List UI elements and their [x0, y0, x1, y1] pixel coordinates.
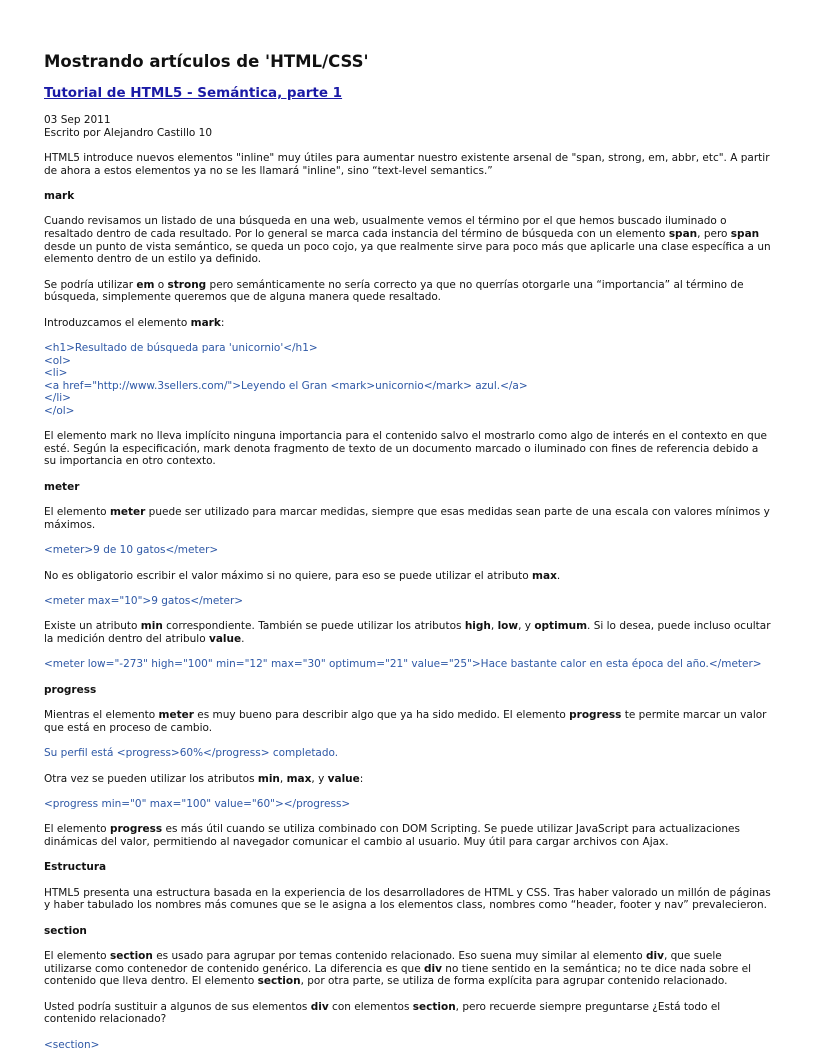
section-heading: meter [44, 480, 80, 493]
code-line: <meter>9 de 10 gatos</meter> [44, 544, 219, 557]
paragraph: Se podría utilizar em o strong pero semánticamente no sería correcto ya que no querrías otorgarle una “importancia” al término de búsqueda, simplemente queremos que de alguna manera quede resaltado. [44, 278, 744, 304]
paragraph: Introduzcamos el elemento mark: [44, 316, 225, 329]
code-snippet [44, 1039, 772, 1052]
code-line: </li> [44, 392, 71, 405]
code-snippet [44, 658, 772, 671]
paragraph: Existe un atributo min correspondiente. También se puede utilizar los atributos high, low, y optimum. Si lo desea, puede incluso ocultar la medición dentro del atribulo value. [44, 620, 771, 645]
code-line: <progress min="0" max="100" value="60"></progress> [44, 797, 351, 810]
code-line: <h1>Resultado de búsqueda para 'unicornio'</h1> [44, 341, 318, 354]
code-snippet [44, 544, 772, 557]
paragraph: No es obligatorio escribir el valor máximo si no quiere, para eso se puede utilizar el atributo max. [44, 569, 561, 582]
article-date: 03 Sep 2011 [44, 114, 111, 126]
paragraph: El elemento section es usado para agrupar por temas contenido relacionado. Eso suena muy similar al elemento div, que suele utilizarse como contenedor de contenido genérico. La diferencia es que div no tiene sentido en la semántica; no te dice nada sobre el contenido que lleva dentro. El elemento section, por otra parte, se utiliza de forma explícita para agrupar contenido relacionado. [44, 950, 752, 988]
code-line: </ol> [44, 404, 75, 417]
paragraph: El elemento mark no lleva implícito ninguna importancia para el contenido salvo el mostrarlo como algo de interés en el contexto en que esté. Según la especificación, mark denota fragmento de texto de un documento marcado o iluminado con fines de referencia debido a su importancia en otro contexto. [44, 430, 767, 468]
code-snippet [44, 595, 772, 608]
section-heading: section [44, 924, 87, 937]
code-line: <meter low="-273" high="100" min="12" max="30" optimum="21" value="25">Hace bastante calor en esta época del año.</meter> [44, 658, 762, 671]
article-body [44, 152, 772, 1051]
paragraph: HTML5 presenta una estructura basada en la experiencia de los desarrolladores de HTML y CSS. Tras haber valorado un millón de páginas y haber tabulado los nombres más comunes que se le asigna a los elementos class, nombres como “header, footer y nav” prevalecieron. [44, 886, 771, 912]
paragraph: Mientras el elemento meter es muy bueno para describir algo que ya ha sido medido. El elemento progress te permite marcar un valor que está en proceso de cambio. [44, 709, 767, 734]
code-snippet [44, 342, 772, 418]
article-title-link[interactable]: Tutorial de HTML5 - Semántica, parte 1 [44, 85, 343, 101]
paragraph: Cuando revisamos un listado de una búsqueda en una web, usualmente vemos el término por el que hemos buscado iluminado o resaltado dentro de cada resultado. Por lo general se marca cada instancia del término de búsqueda con un elemento span, pero span desde un punto de vista semántico, se queda un poco cojo, ya que realmente sirve para poco más que aplicarle una clase específica a un elemento dentro de un estilo ya definido. [44, 215, 771, 266]
code-line: <section> [44, 1038, 100, 1051]
code-line: <a href="http://www.3sellers.com/">Leyendo el Gran <mark>unicornio</mark> azul.</a> [44, 379, 528, 392]
paragraph: HTML5 introduce nuevos elementos "inline" muy útiles para aumentar nuestro existente arsenal de "span, strong, em, abbr, etc". A partir de ahora a estos elementos ya no se les llamará "inline", sino “text-level semantics.” [44, 151, 770, 177]
paragraph: Otra vez se pueden utilizar los atributos min, max, y value: [44, 772, 364, 785]
section-heading: mark [44, 189, 75, 202]
code-snippet [44, 798, 772, 811]
document-page [44, 46, 772, 1064]
code-snippet [44, 747, 772, 760]
article-meta [44, 114, 772, 139]
code-line: <meter max="10">9 gatos</meter> [44, 595, 244, 607]
paragraph: Usted podría sustituir a algunos de sus elementos div con elementos section, pero recuerde siempre preguntarse ¿Está todo el contenido relacionado? [44, 1000, 721, 1026]
section-heading: Estructura [44, 861, 107, 874]
paragraph: El elemento progress es más útil cuando se utiliza combinado con DOM Scripting. Se puede utilizar JavaScript para actualizaciones dinámicas del valor, permitiendo al navegador comunicar el cambio al usuario. Muy útil para cargar archivos con Ajax. [44, 823, 740, 848]
paragraph: El elemento meter puede ser utilizado para marcar medidas, siempre que esas medidas sean parte de una escala con valores mínimos y máximos. [44, 506, 770, 531]
article-author: Escrito por Alejandro Castillo 10 [44, 126, 213, 139]
page-heading: Mostrando artículos de 'HTML/CSS' [44, 52, 369, 71]
code-line: Su perfil está <progress>60%</progress> completado. [44, 747, 339, 760]
section-heading: progress [44, 683, 97, 696]
code-line: <li> [44, 367, 68, 380]
code-line: <ol> [44, 354, 71, 367]
